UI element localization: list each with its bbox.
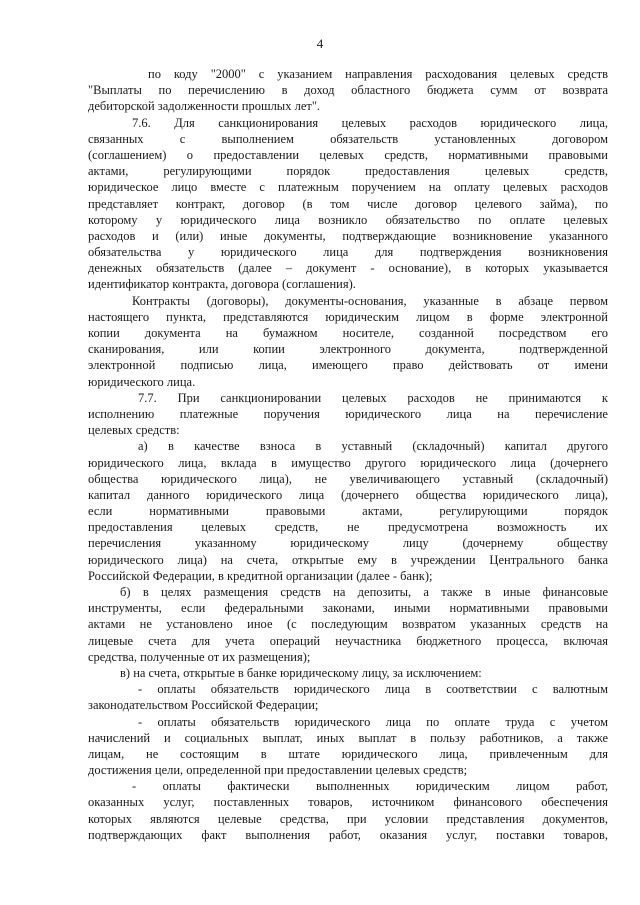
text-line: капитал данного юридического лица (дочернего общества юридического лица), bbox=[88, 487, 608, 502]
text-line: идентификатор контракта, договора (соглашения). bbox=[88, 277, 356, 292]
text-line: законодательством Российской Федерации; bbox=[88, 698, 319, 713]
text-line: актами, регулирующими порядок предоставления целевых средств, bbox=[88, 164, 608, 179]
text-line: оказанных услуг, поставленных товаров, источником финансового обеспечения bbox=[88, 795, 608, 810]
text-line: представляет контракт, договор (в том числе договор целевого займа), по bbox=[88, 196, 608, 211]
text-line: общества юридического лица), не увеличивающего уставный (складочный) bbox=[88, 471, 608, 486]
text-line: юридического лица) на счета, открытые ему в учреждении Центрального банка bbox=[88, 552, 608, 567]
text-line: расходов и (или) иные документы, подтверждающие возникновение указанного bbox=[88, 228, 608, 243]
text-line: дебиторской задолженности прошлых лет". bbox=[88, 99, 321, 114]
page-number: 4 bbox=[316, 36, 324, 51]
text-line: Российской Федерации, в кредитной организации (далее - банк); bbox=[88, 568, 433, 583]
text-line: которому у юридического лица возникло обязательство по оплате целевых bbox=[88, 212, 608, 227]
text-line: копии документа на бумажном носителе, созданной посредством его bbox=[88, 326, 608, 340]
text-line: - оплаты фактически выполненных юридическим лицом работ, bbox=[132, 779, 608, 794]
text-line: связанных с выполнением обязательств установленных договором bbox=[88, 131, 608, 146]
text-line: подтверждающих факт выполнения работ, оказания услуг, поставки товаров, bbox=[88, 827, 608, 842]
text-line: юридического лица. bbox=[88, 374, 196, 389]
text-line: инструменты, если федеральными законами, иными нормативными правовыми bbox=[88, 601, 608, 616]
text-line: перечисления указанному юридическому лицу (дочернему обществу bbox=[88, 536, 608, 551]
text-line: юридического лица, вклада в имущество другого юридического лица (дочернего bbox=[88, 455, 608, 470]
text-line: лицам, не состоящим в штате юридического лица, привлеченным для bbox=[88, 746, 608, 761]
text-line: 7.7. При санкционировании целевых расходов не принимаются к bbox=[138, 390, 608, 405]
text-line: которых являются целевые средства, при условии представления документов, bbox=[88, 811, 608, 826]
text-line: предоставления целевых средств, не предусмотрена возможность их bbox=[88, 520, 608, 535]
text-line: 7.6. Для санкционирования целевых расходов юридического лица, bbox=[132, 115, 608, 130]
text-line: Контракты (договоры), документы-основания, указанные в абзаце первом bbox=[132, 293, 608, 308]
text-line: юридическое лицо вместе с платежным поручением на оплату целевых расходов bbox=[88, 180, 608, 195]
text-line: - оплаты обязательств юридического лица в соответствии с валютным bbox=[138, 682, 608, 697]
text-line: целевых средств: bbox=[88, 423, 180, 438]
text-line: обязательства у юридического лица для подтверждения возникновения bbox=[88, 245, 608, 260]
text-line: электронной подписью лица, имеющего право действовать от имени bbox=[88, 358, 608, 373]
text-line: (соглашением) о предоставлении целевых средств, нормативными правовыми bbox=[88, 147, 608, 162]
document-body bbox=[88, 66, 608, 843]
text-line: исполнению платежные поручения юридического лица на перечисление bbox=[88, 406, 608, 421]
text-line: сканирования, или копии электронного документа, подтвержденной bbox=[88, 342, 608, 357]
text-line: актами не установлено иное (с последующим возвратом указанных средств на bbox=[88, 617, 608, 632]
text-line: в) на счета, открытые в банке юридическому лицу, за исключением: bbox=[120, 665, 482, 680]
text-line: денежных обязательств (далее – документ - основание), в которых указывается bbox=[88, 261, 608, 276]
text-line: достижения цели, определенной при предоставлении целевых средств; bbox=[88, 763, 468, 778]
text-line: если нормативными правовыми актами, регулирующими порядок bbox=[88, 504, 608, 519]
text-line: настоящего пункта, представляются юридическим лицом в форме электронной bbox=[88, 309, 608, 324]
text-line: б) в целях размещения средств на депозиты, а также в иные финансовые bbox=[120, 585, 608, 599]
text-line: "Выплаты по перечислению в доход областного бюджета сумм от возврата bbox=[88, 83, 608, 98]
text-line: по коду "2000" с указанием направления расходования целевых средств bbox=[148, 67, 608, 81]
text-line: средства, полученные от их размещения); bbox=[88, 649, 311, 664]
text-line: - оплаты обязательств юридического лица по оплате труда с учетом bbox=[138, 714, 608, 729]
text-line: лицевые счета для учета операций неучастника бюджетного процесса, включая bbox=[88, 633, 608, 648]
text-line: начислений и социальных выплат, иных выплат в пользу работников, а также bbox=[88, 730, 608, 745]
text-line: а) в качестве взноса в уставный (складочный) капитал другого bbox=[138, 439, 608, 454]
